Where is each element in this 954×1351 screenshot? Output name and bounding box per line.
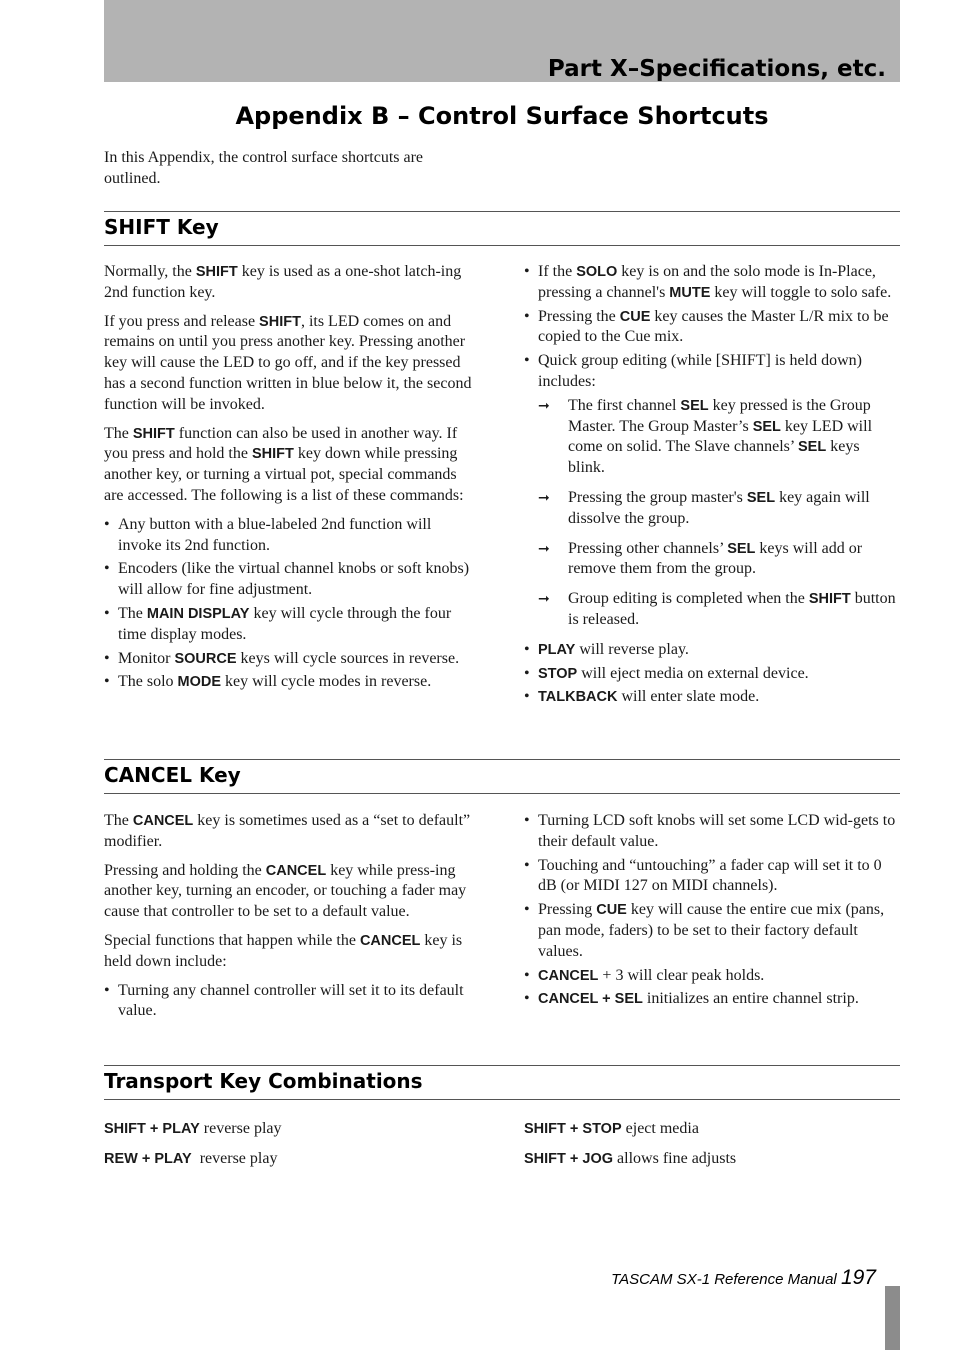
key-name: SHIFT: [259, 313, 301, 330]
cancel-left-column: [104, 811, 476, 1025]
text-run: key will cycle modes in reverse.: [221, 673, 432, 691]
text-run: + 3 will clear peak holds.: [598, 966, 765, 984]
text-run: key will cycle through the four time display modes.: [118, 604, 452, 643]
arrow-list-item: [524, 488, 900, 530]
key-name: SHIFT: [195, 264, 238, 280]
key-name: CUE: [619, 308, 651, 325]
arrow-list-item: [524, 589, 900, 631]
key-name: MUTE: [669, 284, 711, 301]
shift-heading-text: SHIFT Key: [104, 215, 219, 239]
list-item: [104, 515, 476, 557]
shift-paragraph: [104, 312, 476, 416]
appendix-title: Appendix B – Control Surface Shortcuts: [235, 102, 769, 130]
key-name: PLAY: [538, 641, 576, 658]
text-run: keys blink.: [568, 438, 860, 477]
text-run: Quick group editing (while [SHIFT] is held down) includes:: [538, 352, 862, 390]
shift-right-column: [524, 262, 900, 711]
text-run: , its LED comes on and remains on until you press another key. Pressing another key will cause the LED to go off, and if the key pressed has a second function written in blue below it, the second function will be invoked.: [104, 312, 472, 413]
page-number: 197: [840, 1266, 876, 1289]
combo-keys: SHIFT + STOP: [524, 1121, 622, 1137]
text-run: The: [104, 424, 133, 442]
key-name: MODE: [177, 674, 222, 691]
key-name: CANCEL: [265, 862, 327, 879]
key-name: CANCEL: [132, 813, 194, 829]
combo-keys: REW + PLAY: [104, 1151, 192, 1167]
shift-paragraph: [104, 262, 476, 304]
list-item: [524, 307, 900, 349]
shift-right-list-a: [524, 262, 900, 393]
text-run: Pressing the group master's: [568, 488, 747, 506]
cancel-heading-text: CANCEL Key: [104, 763, 241, 787]
key-name: MAIN DISPLAY: [146, 605, 250, 622]
arrow-icon: ➞: [538, 591, 550, 608]
key-name: CANCEL: [538, 967, 599, 984]
cancel-right-list: [524, 811, 900, 1010]
text-run: will eject media on external device.: [577, 664, 809, 682]
shift-left-list: [104, 515, 476, 693]
text-run: key again will dissolve the group.: [568, 488, 870, 527]
key-name: SHIFT: [132, 425, 175, 442]
text-run: Encoders (like the virtual channel knobs or soft knobs) will allow for fine adjustment.: [118, 560, 470, 599]
list-item: [524, 687, 900, 708]
arrow-icon: ➞: [538, 540, 550, 557]
key-name: CUE: [596, 902, 627, 919]
header-band: [104, 0, 900, 82]
arrow-icon: ➞: [538, 489, 550, 506]
cancel-left-list: [104, 981, 476, 1023]
text-run: button is released.: [568, 590, 896, 628]
transport-heading-text: Transport Key Combinations: [104, 1069, 423, 1093]
combo-keys: SHIFT + JOG: [524, 1151, 614, 1167]
text-run: Pressing other channels’: [568, 539, 728, 557]
cancel-paragraph: [104, 861, 476, 923]
transport-combo: [524, 1119, 699, 1140]
key-name: SHIFT: [808, 591, 851, 608]
transport-combo: [524, 1149, 736, 1170]
cancel-paragraph: [104, 931, 476, 973]
key-name: SHIFT: [251, 446, 294, 463]
combo-desc: reverse play: [191, 1150, 278, 1167]
text-run: key will toggle to solo safe.: [710, 283, 892, 301]
key-name: CANCEL: [359, 932, 421, 949]
transport-combo: [104, 1149, 277, 1170]
key-name: STOP: [538, 665, 578, 682]
text-run: Pressing: [538, 901, 597, 919]
list-item: [104, 604, 476, 646]
text-run: initializes an entire channel strip.: [642, 990, 859, 1008]
text-run: Turning LCD soft knobs will set some LCD wid-gets to their default value.: [538, 812, 896, 850]
key-name: TALKBACK: [538, 689, 618, 706]
text-run: key down while pressing another key, or turning a virtual pot, special commands are accessed. The following is a list of these commands:: [104, 445, 464, 504]
list-item: [524, 856, 900, 898]
manual-title: TASCAM SX-1 Reference Manual: [611, 1271, 837, 1288]
key-name: SEL: [798, 439, 827, 456]
text-run: The: [118, 604, 147, 622]
text-run: The: [104, 812, 133, 829]
cancel-section-heading: [104, 759, 900, 794]
text-run: key will cause the entire cue mix (pans, pan mode, faders) to be set to their factory default values.: [538, 901, 885, 960]
key-name: SOURCE: [174, 650, 237, 667]
key-name: SEL: [727, 540, 756, 557]
list-item: [524, 966, 900, 987]
text-run: If you press and release: [104, 312, 260, 330]
arrow-icon: ➞: [538, 397, 550, 414]
text-run: key LED will come on solid. The Slave channels’: [568, 417, 873, 456]
transport-section-heading: [104, 1065, 900, 1100]
text-run: Normally, the: [104, 263, 196, 280]
cancel-right-column: [524, 811, 900, 1013]
text-run: Pressing and holding the: [104, 861, 266, 879]
list-item: [524, 640, 900, 661]
text-run: Pressing the: [538, 307, 620, 325]
list-item: [524, 900, 900, 962]
text-run: key is held down include:: [104, 931, 463, 970]
list-item: [104, 981, 476, 1023]
list-item: [524, 262, 900, 304]
text-run: key causes the Master L/R mix to be copied to the Cue mix.: [538, 307, 889, 346]
text-run: key is sometimes used as a “set to default” modifier.: [104, 812, 471, 850]
list-item: [524, 664, 900, 685]
cancel-paragraph: [104, 811, 476, 853]
part-title: Part X–Specifications, etc.: [547, 56, 886, 83]
arrow-list-item: [524, 539, 900, 581]
shift-left-column: [104, 262, 476, 696]
list-item: [524, 989, 900, 1010]
list-item: [104, 559, 476, 601]
text-run: Touching and “untouching” a fader cap will set it to 0 dB (or MIDI 127 on MIDI channels).: [538, 856, 882, 895]
list-item: [524, 351, 900, 393]
combo-desc: reverse play: [199, 1120, 282, 1137]
key-name: SOLO: [576, 264, 618, 280]
text-run: key is used as a one-shot latch-ing 2nd function key.: [104, 263, 462, 301]
text-run: will enter slate mode.: [617, 688, 760, 706]
text-run: If the: [538, 263, 577, 280]
shift-paragraph: [104, 424, 476, 507]
combo-keys: SHIFT + PLAY: [104, 1121, 200, 1137]
combo-desc: eject media: [621, 1120, 699, 1137]
list-item: [104, 649, 476, 670]
text-run: Special functions that happen while the: [104, 931, 360, 949]
key-name: CANCEL + SEL: [538, 991, 643, 1008]
intro-paragraph: In this Appendix, the control surface shortcuts are outlined.: [104, 149, 424, 187]
text-run: key while press-ing another key, turning an encoder, or touching a fader may cause that controller to be set to a default value.: [104, 861, 467, 921]
text-run: will reverse play.: [575, 640, 689, 658]
page-footer: [611, 1268, 876, 1291]
text-run: keys will cycle sources in reverse.: [236, 649, 460, 667]
text-run: Group editing is completed when the: [568, 590, 809, 608]
list-item: [524, 811, 900, 853]
text-run: The solo: [118, 673, 178, 691]
list-item: [104, 672, 476, 693]
transport-combo: [104, 1119, 282, 1140]
combo-desc: allows fine adjusts: [613, 1150, 737, 1167]
group-edit-list: [524, 396, 900, 631]
text-run: keys will add or remove them from the group.: [568, 539, 863, 578]
text-run: Monitor: [118, 649, 175, 667]
shift-section-heading: [104, 211, 900, 246]
text-run: Any button with a blue-labeled 2nd function will invoke its 2nd function.: [118, 515, 432, 554]
arrow-list-item: [524, 396, 900, 479]
text-run: function can also be used in another way. If you press and hold the: [104, 424, 458, 463]
text-run: The first channel: [568, 396, 681, 414]
page-edge-tab: [885, 1286, 900, 1350]
text-run: Turning any channel controller will set it to its default value.: [118, 981, 464, 1020]
key-name: SEL: [746, 489, 776, 506]
text-run: key is on and the solo mode is In-Place, pressing a channel's: [538, 263, 876, 301]
key-name: SEL: [680, 397, 709, 414]
shift-right-list-b: [524, 640, 900, 708]
key-name: SEL: [752, 418, 781, 435]
text-run: key pressed is the Group Master. The Group Master’s: [568, 396, 871, 435]
